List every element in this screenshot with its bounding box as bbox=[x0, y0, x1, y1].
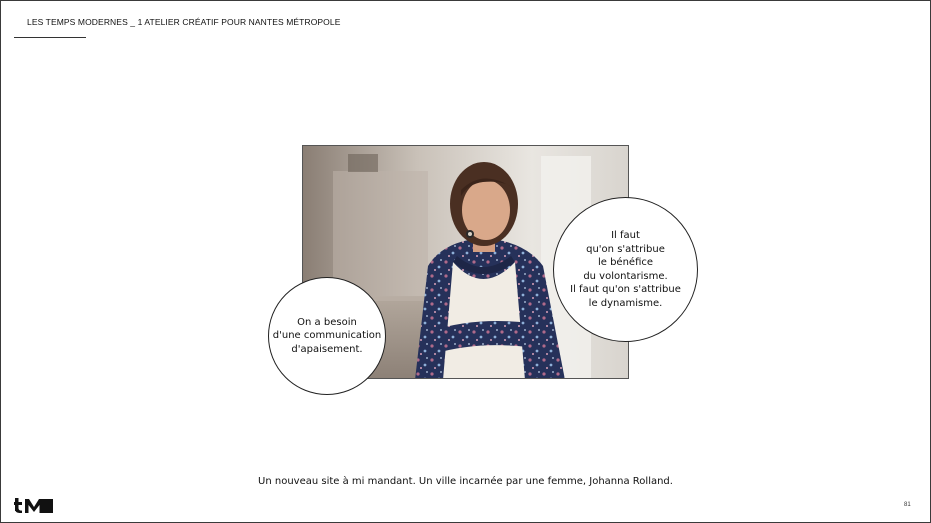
tm-logo bbox=[14, 498, 54, 513]
quote-bubble-left bbox=[268, 277, 386, 395]
page-number: 81 bbox=[904, 502, 911, 508]
slide-caption: Un nouveau site à mi mandant. Un ville incarnée par une femme, Johanna Rolland. bbox=[258, 476, 673, 487]
quote-left-text: On a besoin d'une communication d'apaisement. bbox=[272, 316, 382, 355]
header-divider bbox=[14, 37, 86, 38]
slide-header-title: LES TEMPS MODERNES _ 1 ATELIER CRÉATIF POUR NANTES MÉTROPOLE bbox=[27, 17, 341, 27]
quote-right-text: Il faut qu'on s'attribue le bénéfice du volontarisme. Il faut qu'on s'attribue le dynamisme. bbox=[570, 230, 681, 309]
quote-bubble-right bbox=[553, 197, 698, 342]
